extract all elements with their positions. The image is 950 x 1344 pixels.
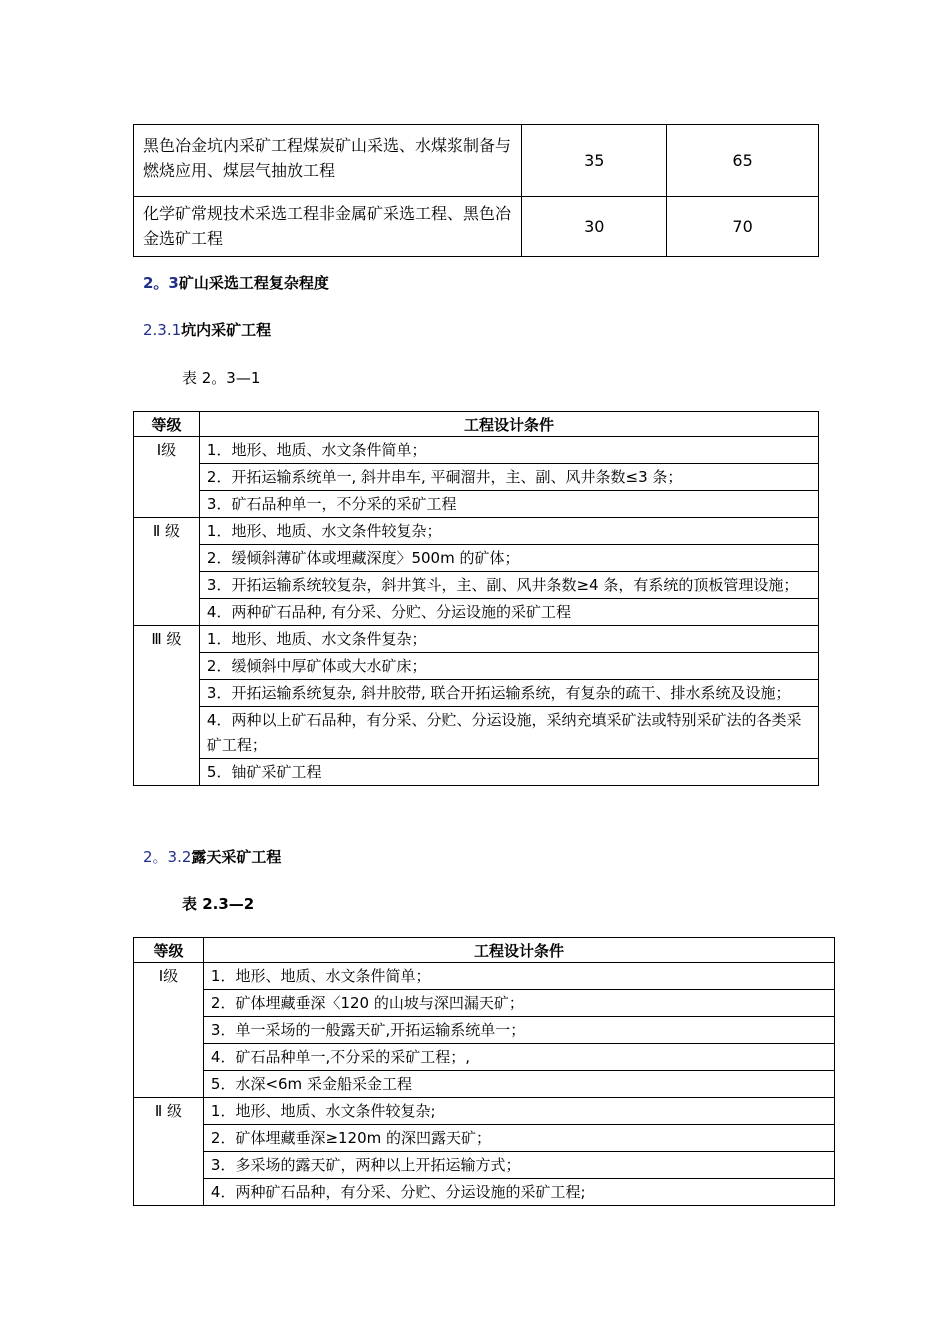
table-cell: 65 [667,125,819,197]
condition-cell: 3．单一采场的一般露天矿,开拓运输系统单一； [203,1017,834,1044]
grade-cell: Ⅲ 级 [134,626,200,786]
table-row [134,653,819,680]
table-row [134,626,819,653]
condition-cell: 2．缓倾斜中厚矿体或大水矿床； [199,653,818,680]
subsection-title: 坑内采矿工程 [181,321,272,339]
table-cell: 70 [667,197,819,257]
condition-cell: 4．两种以上矿石品种，有分采、分贮、分运设施，采纳充填采矿法或特别采矿法的各类采矿工程； [199,707,818,759]
condition-cell: 1．地形、地质、水文条件复杂； [199,626,818,653]
table-cell: 黑色冶金坑内采矿工程煤炭矿山采选、水煤浆制备与燃烧应用、煤层气抽放工程 [134,125,522,197]
table-row [134,491,819,518]
condition-cell: 2．矿体埋藏垂深≥120m 的深凹露天矿； [203,1125,834,1152]
grade-table-open-pit [133,937,835,1206]
table-row [134,1152,835,1179]
condition-cell: 2．开拓运输系统单一, 斜井串车, 平硐溜井，主、副、风井条数≤3 条； [199,464,818,491]
subsection-title: 露天采矿工程 [191,848,282,866]
column-header: 等级 [134,938,204,963]
table-row [134,545,819,572]
table-header-row [134,412,819,437]
table-row [134,1044,835,1071]
table-caption-text: 表 2.3—2 [182,895,255,913]
condition-cell: 3．多采场的露天矿，两种以上开拓运输方式； [203,1152,834,1179]
table-caption: 表 2。3—1 [182,369,261,387]
table-row [134,990,835,1017]
table-row [134,437,819,464]
subsection-number: 2。3.2 [143,848,192,866]
table-cell: 30 [522,197,667,257]
grade-cell: Ⅰ级 [134,437,200,518]
condition-cell: 5．水深<6m 采金船采金工程 [203,1071,834,1098]
column-header: 工程设计条件 [199,412,818,437]
table-row [134,197,819,257]
condition-cell: 4．两种矿石品种，有分采、分贮、分运设施的采矿工程; [203,1179,834,1206]
subsection-number: 2.3.1 [143,321,182,339]
table-row [134,1071,835,1098]
condition-cell: 4．矿石品种单一,不分采的采矿工程；, [203,1044,834,1071]
condition-cell: 3．开拓运输系统复杂, 斜井胶带, 联合开拓运输系统，有复杂的疏干、排水系统及设施； [199,680,818,707]
condition-cell: 1．地形、地质、水文条件较复杂； [199,518,818,545]
subsection-heading [143,846,281,867]
section-title: 矿山采选工程复杂程度 [178,274,329,292]
table-row [134,125,819,197]
table-row [134,759,819,786]
condition-cell: 2．矿体埋藏垂深〈120 的山坡与深凹漏天矿； [203,990,834,1017]
condition-cell: 1．地形、地质、水文条件简单； [203,963,834,990]
grade-cell: Ⅱ 级 [134,518,200,626]
condition-cell: 2．缓倾斜薄矿体或埋藏深度〉500m 的矿体； [199,545,818,572]
grade-cell: Ⅰ级 [134,963,204,1098]
table-row [134,707,819,759]
table-header-row [134,938,835,963]
table-row [134,518,819,545]
condition-cell: 3．矿石品种单一，不分采的采矿工程 [199,491,818,518]
table-row [134,464,819,491]
grade-table-underground [133,411,819,786]
table-row [134,1098,835,1125]
table-row [134,599,819,626]
table-row [134,572,819,599]
table-cell: 化学矿常规技术采选工程非金属矿采选工程、黑色冶金选矿工程 [134,197,522,257]
subsection-heading [143,319,271,340]
condition-cell: 3．开拓运输系统较复杂，斜井箕斗，主、副、风井条数≥4 条，有系统的顶板管理设施； [199,572,818,599]
table-row [134,1017,835,1044]
table-row [134,1179,835,1206]
table-row [134,1125,835,1152]
section-heading [143,272,329,293]
table-caption [182,893,254,914]
column-header: 等级 [134,412,200,437]
table-row [134,963,835,990]
column-header: 工程设计条件 [203,938,834,963]
section-number: 2。3 [143,274,179,292]
table-cell: 35 [522,125,667,197]
condition-cell: 4．两种矿石品种, 有分采、分贮、分运设施的采矿工程 [199,599,818,626]
condition-cell: 5．铀矿采矿工程 [199,759,818,786]
grade-cell: Ⅱ 级 [134,1098,204,1206]
condition-cell: 1．地形、地质、水文条件较复杂; [203,1098,834,1125]
condition-cell: 1．地形、地质、水文条件简单； [199,437,818,464]
table-row [134,680,819,707]
top-table [133,124,819,257]
